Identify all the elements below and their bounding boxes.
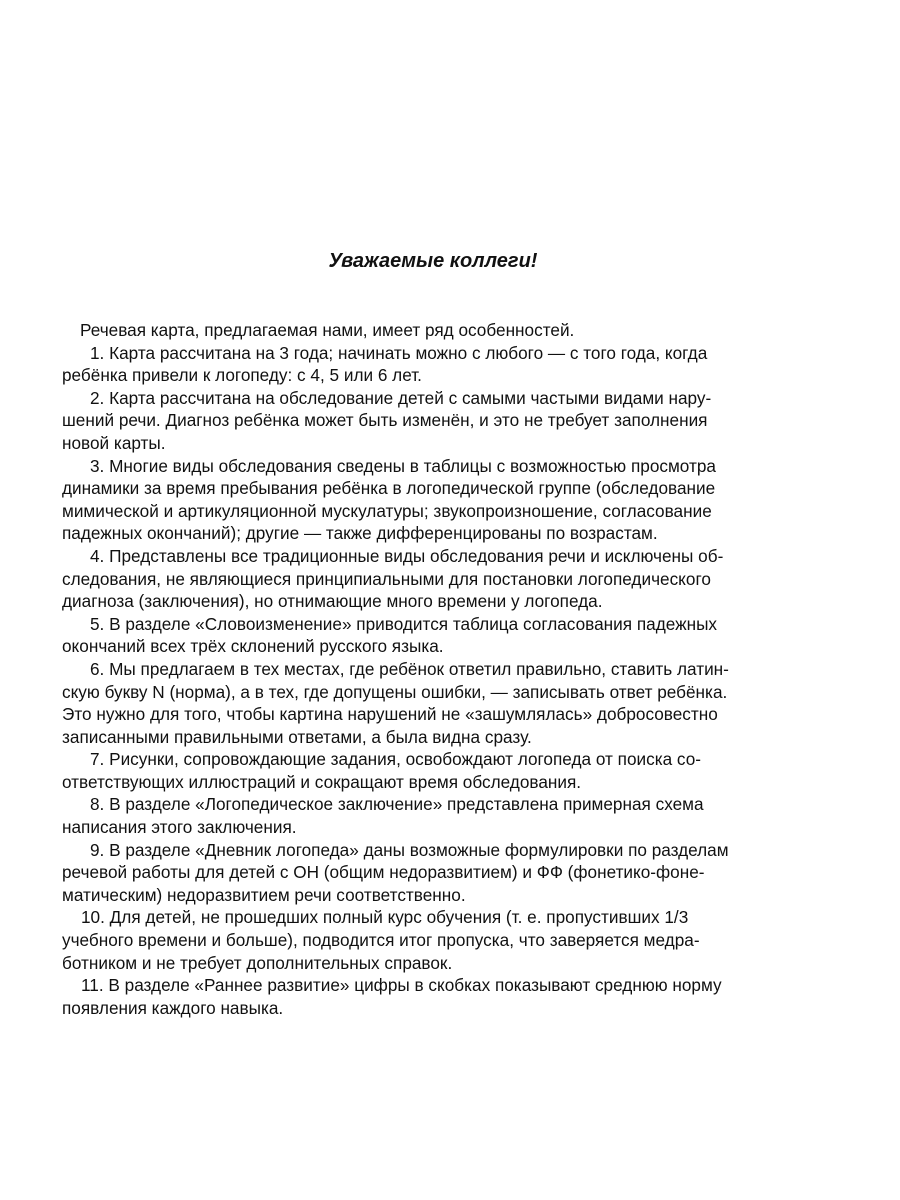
item-6-paragraph	[62, 658, 852, 748]
paragraph-line: шений речи. Диагноз ребёнка может быть изменён, и это не требует заполнения	[62, 410, 708, 431]
paragraph-line: 7. Рисунки, сопровождающие задания, освобождают логопеда от поиска со-	[90, 749, 702, 770]
paragraph-line: скую букву N (норма), а в тех, где допущены ошибки, — записывать ответ ребёнка.	[62, 681, 728, 702]
paragraph-line: динамики за время пребывания ребёнка в логопедической группе (обследование	[62, 478, 716, 499]
paragraph-line: матическим) недоразвитием речи соответственно.	[62, 884, 466, 905]
paragraph-line: следования, не являющиеся принципиальными для постановки логопедического	[62, 568, 711, 589]
paragraph-line: мимической и артикуляционной мускулатуры; звукопроизношение, согласование	[62, 500, 712, 521]
item-1-paragraph	[62, 342, 852, 387]
paragraph-line: 8. В разделе «Логопедическое заключение» представлена примерная схема	[90, 794, 704, 815]
page-title: Уважаемые коллеги!	[328, 250, 538, 272]
paragraph-line: 11. В разделе «Раннее развитие» цифры в скобках показывают среднюю норму	[81, 975, 722, 996]
paragraph-line: ребёнка привели к логопеду: с 4, 5 или 6 лет.	[62, 365, 422, 386]
paragraph-line: появления каждого навыка.	[62, 997, 284, 1018]
paragraph-line: 10. Для детей, не прошедших полный курс обучения (т. е. пропустивших 1/3	[81, 907, 689, 928]
paragraph-line: 2. Карта рассчитана на обследование детей с самыми частыми видами нару-	[90, 387, 712, 408]
item-2-paragraph	[62, 387, 852, 455]
paragraph-line: 6. Мы предлагаем в тех местах, где ребёнок ответил правильно, ставить латин-	[90, 658, 729, 679]
paragraph-line: диагноза (заключения), но отнимающие много времени у логопеда.	[62, 591, 603, 612]
paragraph-line: окончаний всех трёх склонений русского языка.	[62, 636, 444, 657]
item-4-paragraph	[62, 545, 852, 613]
paragraph-line: 5. В разделе «Словоизменение» приводится таблица согласования падежных	[90, 613, 718, 634]
paragraph-line: 3. Многие виды обследования сведены в таблицы с возможностью просмотра	[90, 455, 716, 476]
paragraph-line: записанными правильными ответами, а была видна сразу.	[62, 726, 532, 747]
item-11-paragraph	[62, 974, 852, 1019]
paragraph-line: учебного времени и больше), подводится итог пропуска, что заверяется медра-	[62, 930, 700, 951]
item-3-paragraph	[62, 455, 852, 545]
paragraph-line: Речевая карта, предлагаемая нами, имеет ряд особенностей.	[80, 320, 575, 340]
item-7-paragraph	[62, 748, 852, 793]
paragraph-line: речевой работы для детей с ОН (общим недоразвитием) и ФФ (фонетико-фоне-	[62, 862, 705, 883]
body-text	[62, 319, 852, 1019]
item-8-paragraph	[62, 793, 852, 838]
intro-paragraph	[62, 319, 852, 342]
paragraph-line: 4. Представлены все традиционные виды обследования речи и исключены об-	[90, 545, 724, 566]
paragraph-line: новой карты.	[62, 432, 166, 453]
paragraph-line: падежных окончаний); другие — также дифференцированы по возрастам.	[62, 523, 658, 544]
item-5-paragraph	[62, 613, 852, 658]
paragraph-line: ботником и не требует дополнительных справок.	[62, 952, 453, 973]
item-10-paragraph	[62, 906, 852, 974]
paragraph-line: ответствующих иллюстраций и сокращают время обследования.	[62, 771, 582, 792]
item-9-paragraph	[62, 839, 852, 907]
paragraph-line: Это нужно для того, чтобы картина нарушений не «зашумлялась» добросовестно	[62, 704, 718, 725]
paragraph-line: написания этого заключения.	[62, 817, 297, 838]
paragraph-line: 1. Карта рассчитана на 3 года; начинать можно с любого — с того года, когда	[90, 342, 708, 363]
paragraph-line: 9. В разделе «Дневник логопеда» даны возможные формулировки по разделам	[90, 839, 729, 860]
